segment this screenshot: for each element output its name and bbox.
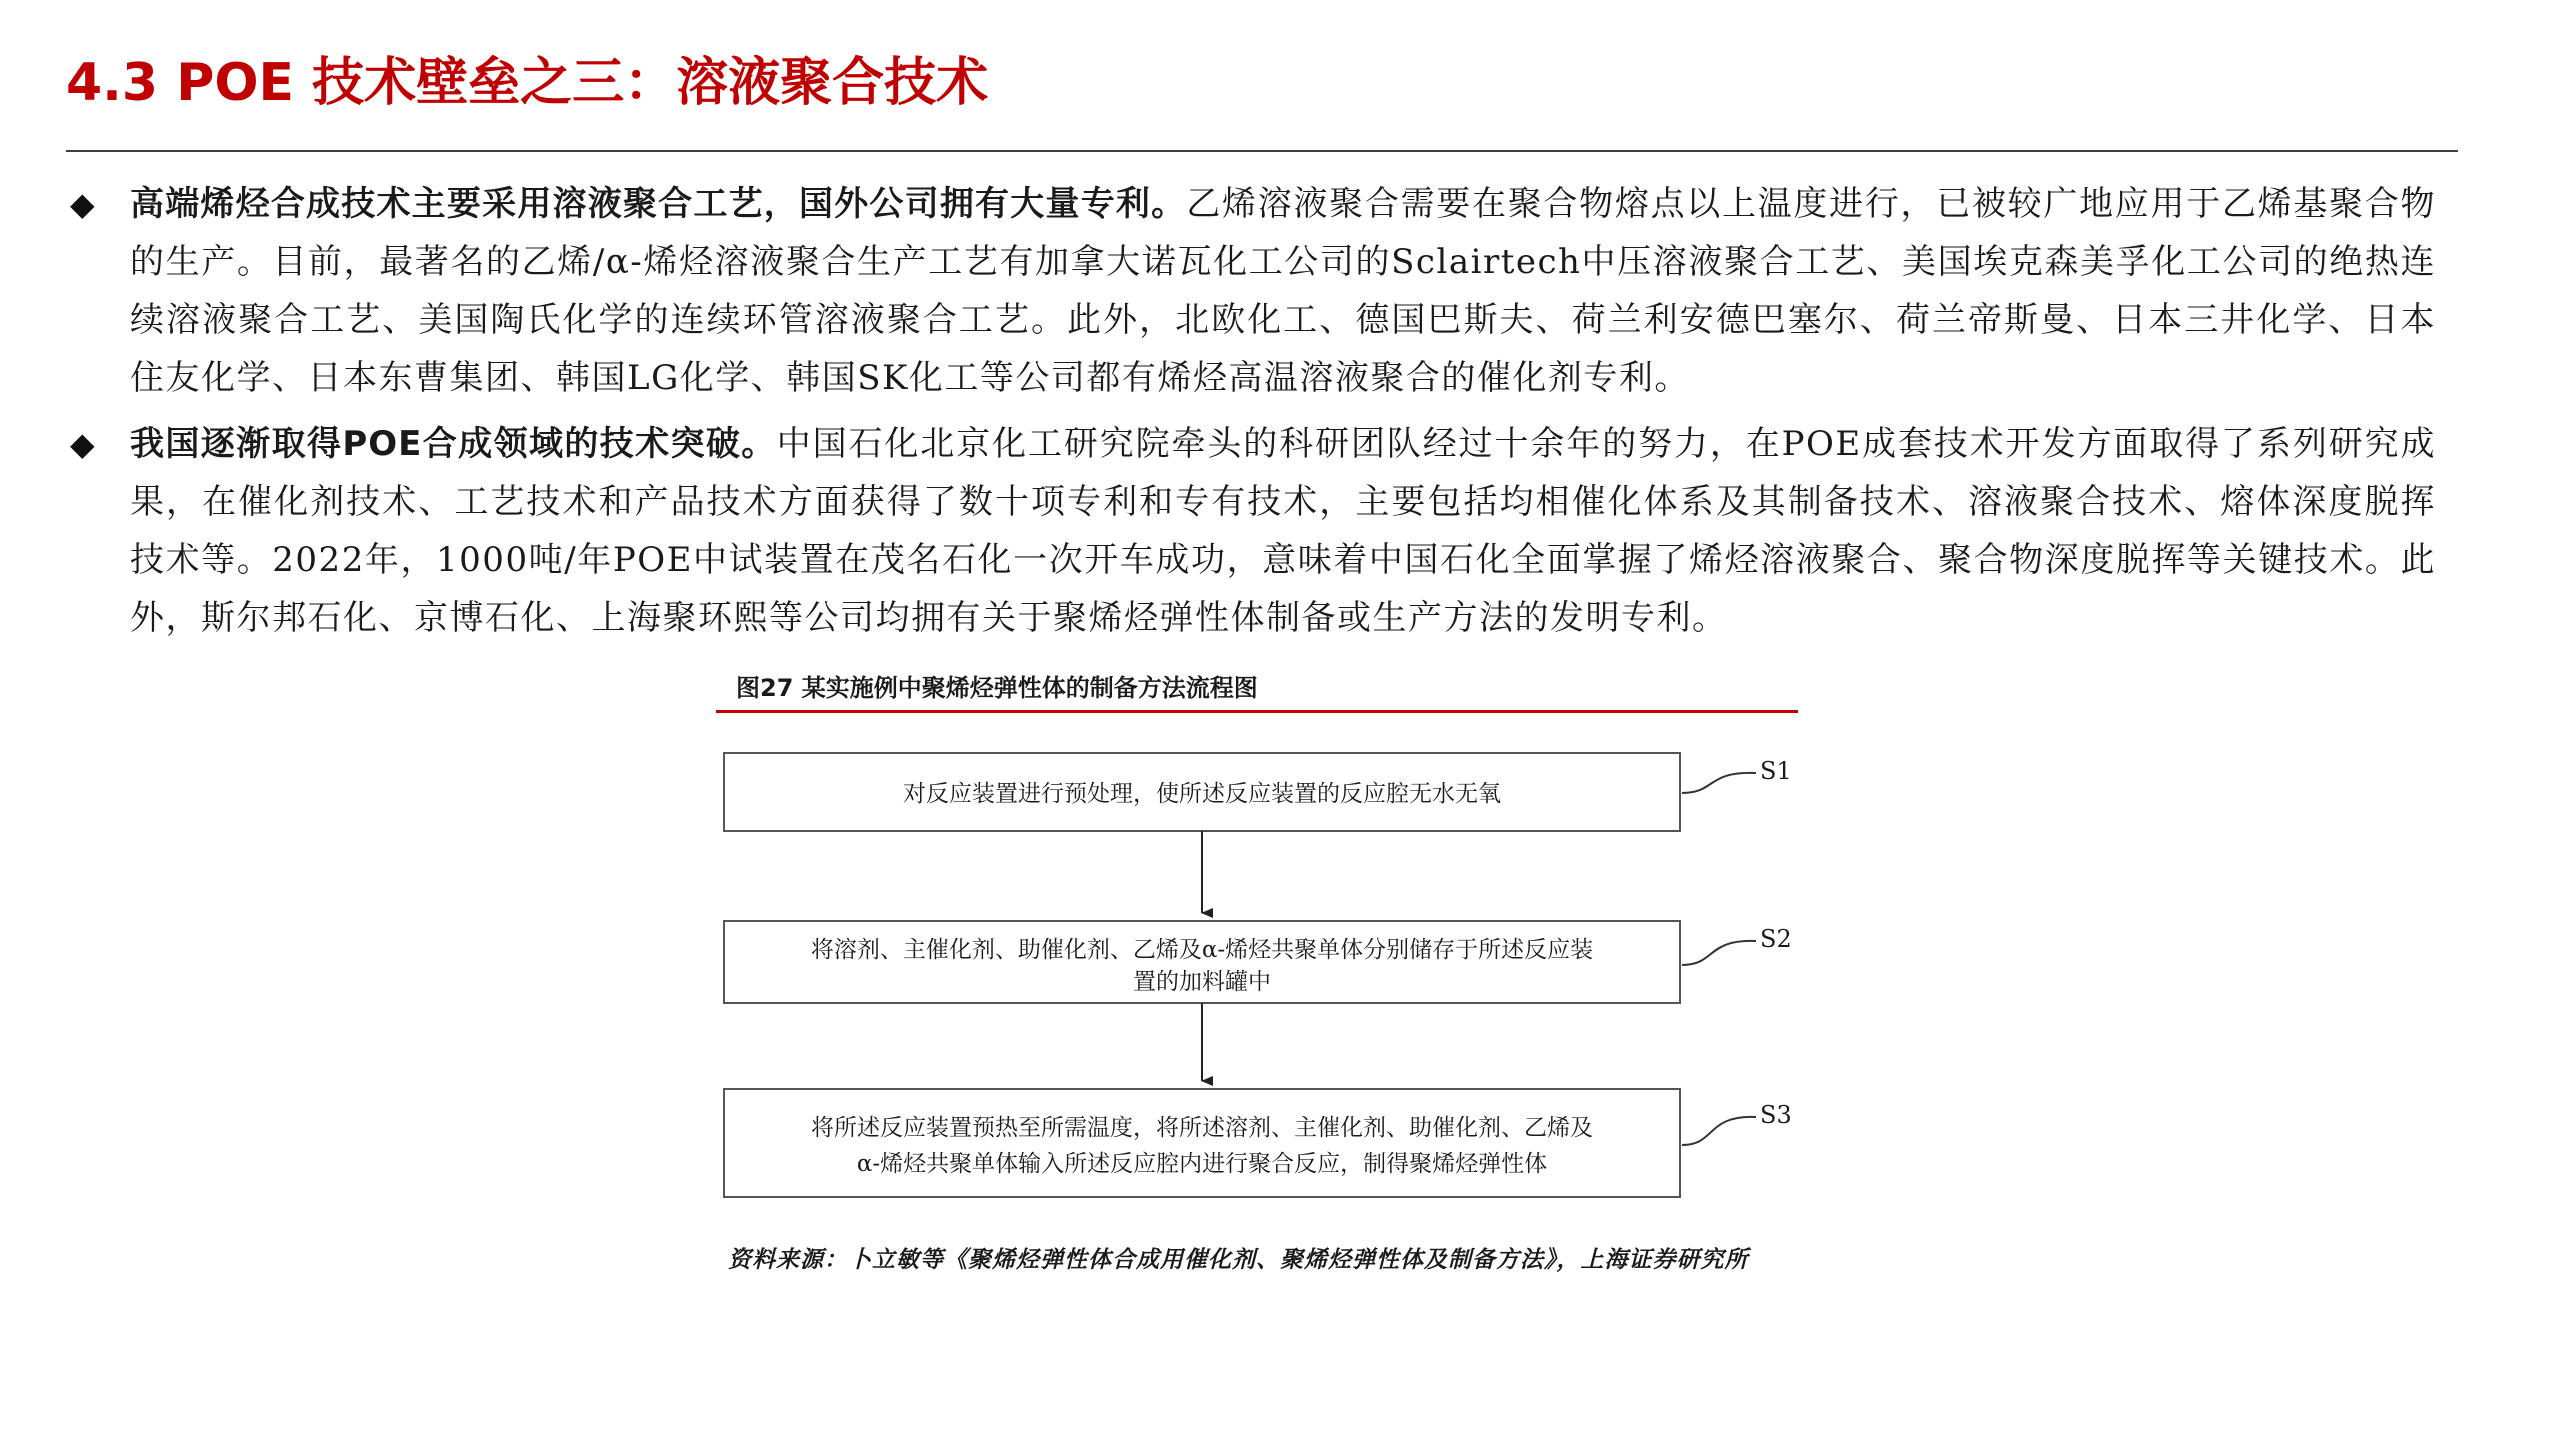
bullet-list — [66, 175, 2436, 655]
diamond-bullet-icon: ◆ — [70, 185, 97, 223]
step-text-s3-line2: α-烯烃共聚单体输入所述反应腔内进行聚合反应，制得聚烯烃弹性体 — [856, 1151, 1548, 1177]
title-divider — [66, 150, 2458, 152]
figure-source: 资料来源：卜立敏等《聚烯烃弹性体合成用催化剂、聚烯烃弹性体及制备方法》，上海证券研究所 — [728, 1246, 1749, 1273]
step-text-s1-line1: 对反应装置进行预处理，使所述反应装置的反应腔无水无氧 — [903, 781, 1501, 807]
page-title: 4.3 POE 技术壁垒之三：溶液聚合技术 — [66, 53, 989, 113]
bullet-lead: 高端烯烃合成技术主要采用溶液聚合工艺，国外公司拥有大量专利。 — [130, 184, 1187, 224]
step-text-s2-line2: 置的加料罐中 — [1133, 969, 1271, 995]
step-label-s1: S1 — [1760, 757, 1792, 785]
bullet-item-domestic-breakthrough — [66, 415, 2436, 647]
bullet-item-overseas-patents — [66, 175, 2436, 407]
flowchart-figure — [716, 670, 1798, 1277]
step-label-s2: S2 — [1760, 925, 1792, 953]
step-text-s2-line1: 将溶剂、主催化剂、助催化剂、乙烯及α-烯烃共聚单体分别储存于所述反应装 — [810, 937, 1594, 963]
diamond-bullet-icon: ◆ — [70, 425, 97, 463]
bullet-lead: 我国逐渐取得POE合成领域的技术突破。 — [130, 424, 777, 464]
bullet-body: 乙烯溶液聚合需要在聚合物熔点以上温度进行，已被较广地应用于乙烯基聚合物的生产。目前，最著名的乙烯/α-烯烃溶液聚合生产工艺有加拿大诺瓦化工公司的Sclairtech中压溶液聚合工艺、美国埃克森美孚化工公司的绝热连续溶液聚合工艺、美国陶氏化学的连续环管溶液聚合工艺。此外，北欧化工、德国巴斯夫、荷兰利安德巴塞尔、荷兰帝斯曼、日本三井化学、日本住友化学、日本东曹集团、韩国LG化学、韩国SK化工等公司都有烯烃高温溶液聚合的催化剂专利。 — [130, 184, 2436, 398]
callout-line-s1 — [1682, 773, 1756, 793]
step-text-s3-line1: 将所述反应装置预热至所需温度，将所述溶剂、主催化剂、助催化剂、乙烯及 — [811, 1115, 1593, 1141]
figure-caption: 图27 某实施例中聚烯烃弹性体的制备方法流程图 — [736, 674, 1258, 702]
flowchart-diagram — [716, 713, 1798, 1233]
step-label-s3: S3 — [1760, 1101, 1792, 1129]
callout-line-s2 — [1682, 941, 1756, 965]
bullet-body: 中国石化北京化工研究院牵头的科研团队经过十余年的努力，在POE成套技术开发方面取得了系列研究成果，在催化剂技术、工艺技术和产品技术方面获得了数十项专利和专有技术，主要包括均相催化体系及其制备技术、溶液聚合技术、熔体深度脱挥技术等。2022年，1000吨/年POE中试装置在茂名石化一次开车成功，意味着中国石化全面掌握了烯烃溶液聚合、聚合物深度脱挥等关键技术。此外，斯尔邦石化、京博石化、上海聚环熙等公司均拥有关于聚烯烃弹性体制备或生产方法的发明专利。 — [130, 424, 2436, 638]
step-box-s3 — [724, 1089, 1680, 1197]
callout-line-s3 — [1682, 1117, 1756, 1145]
